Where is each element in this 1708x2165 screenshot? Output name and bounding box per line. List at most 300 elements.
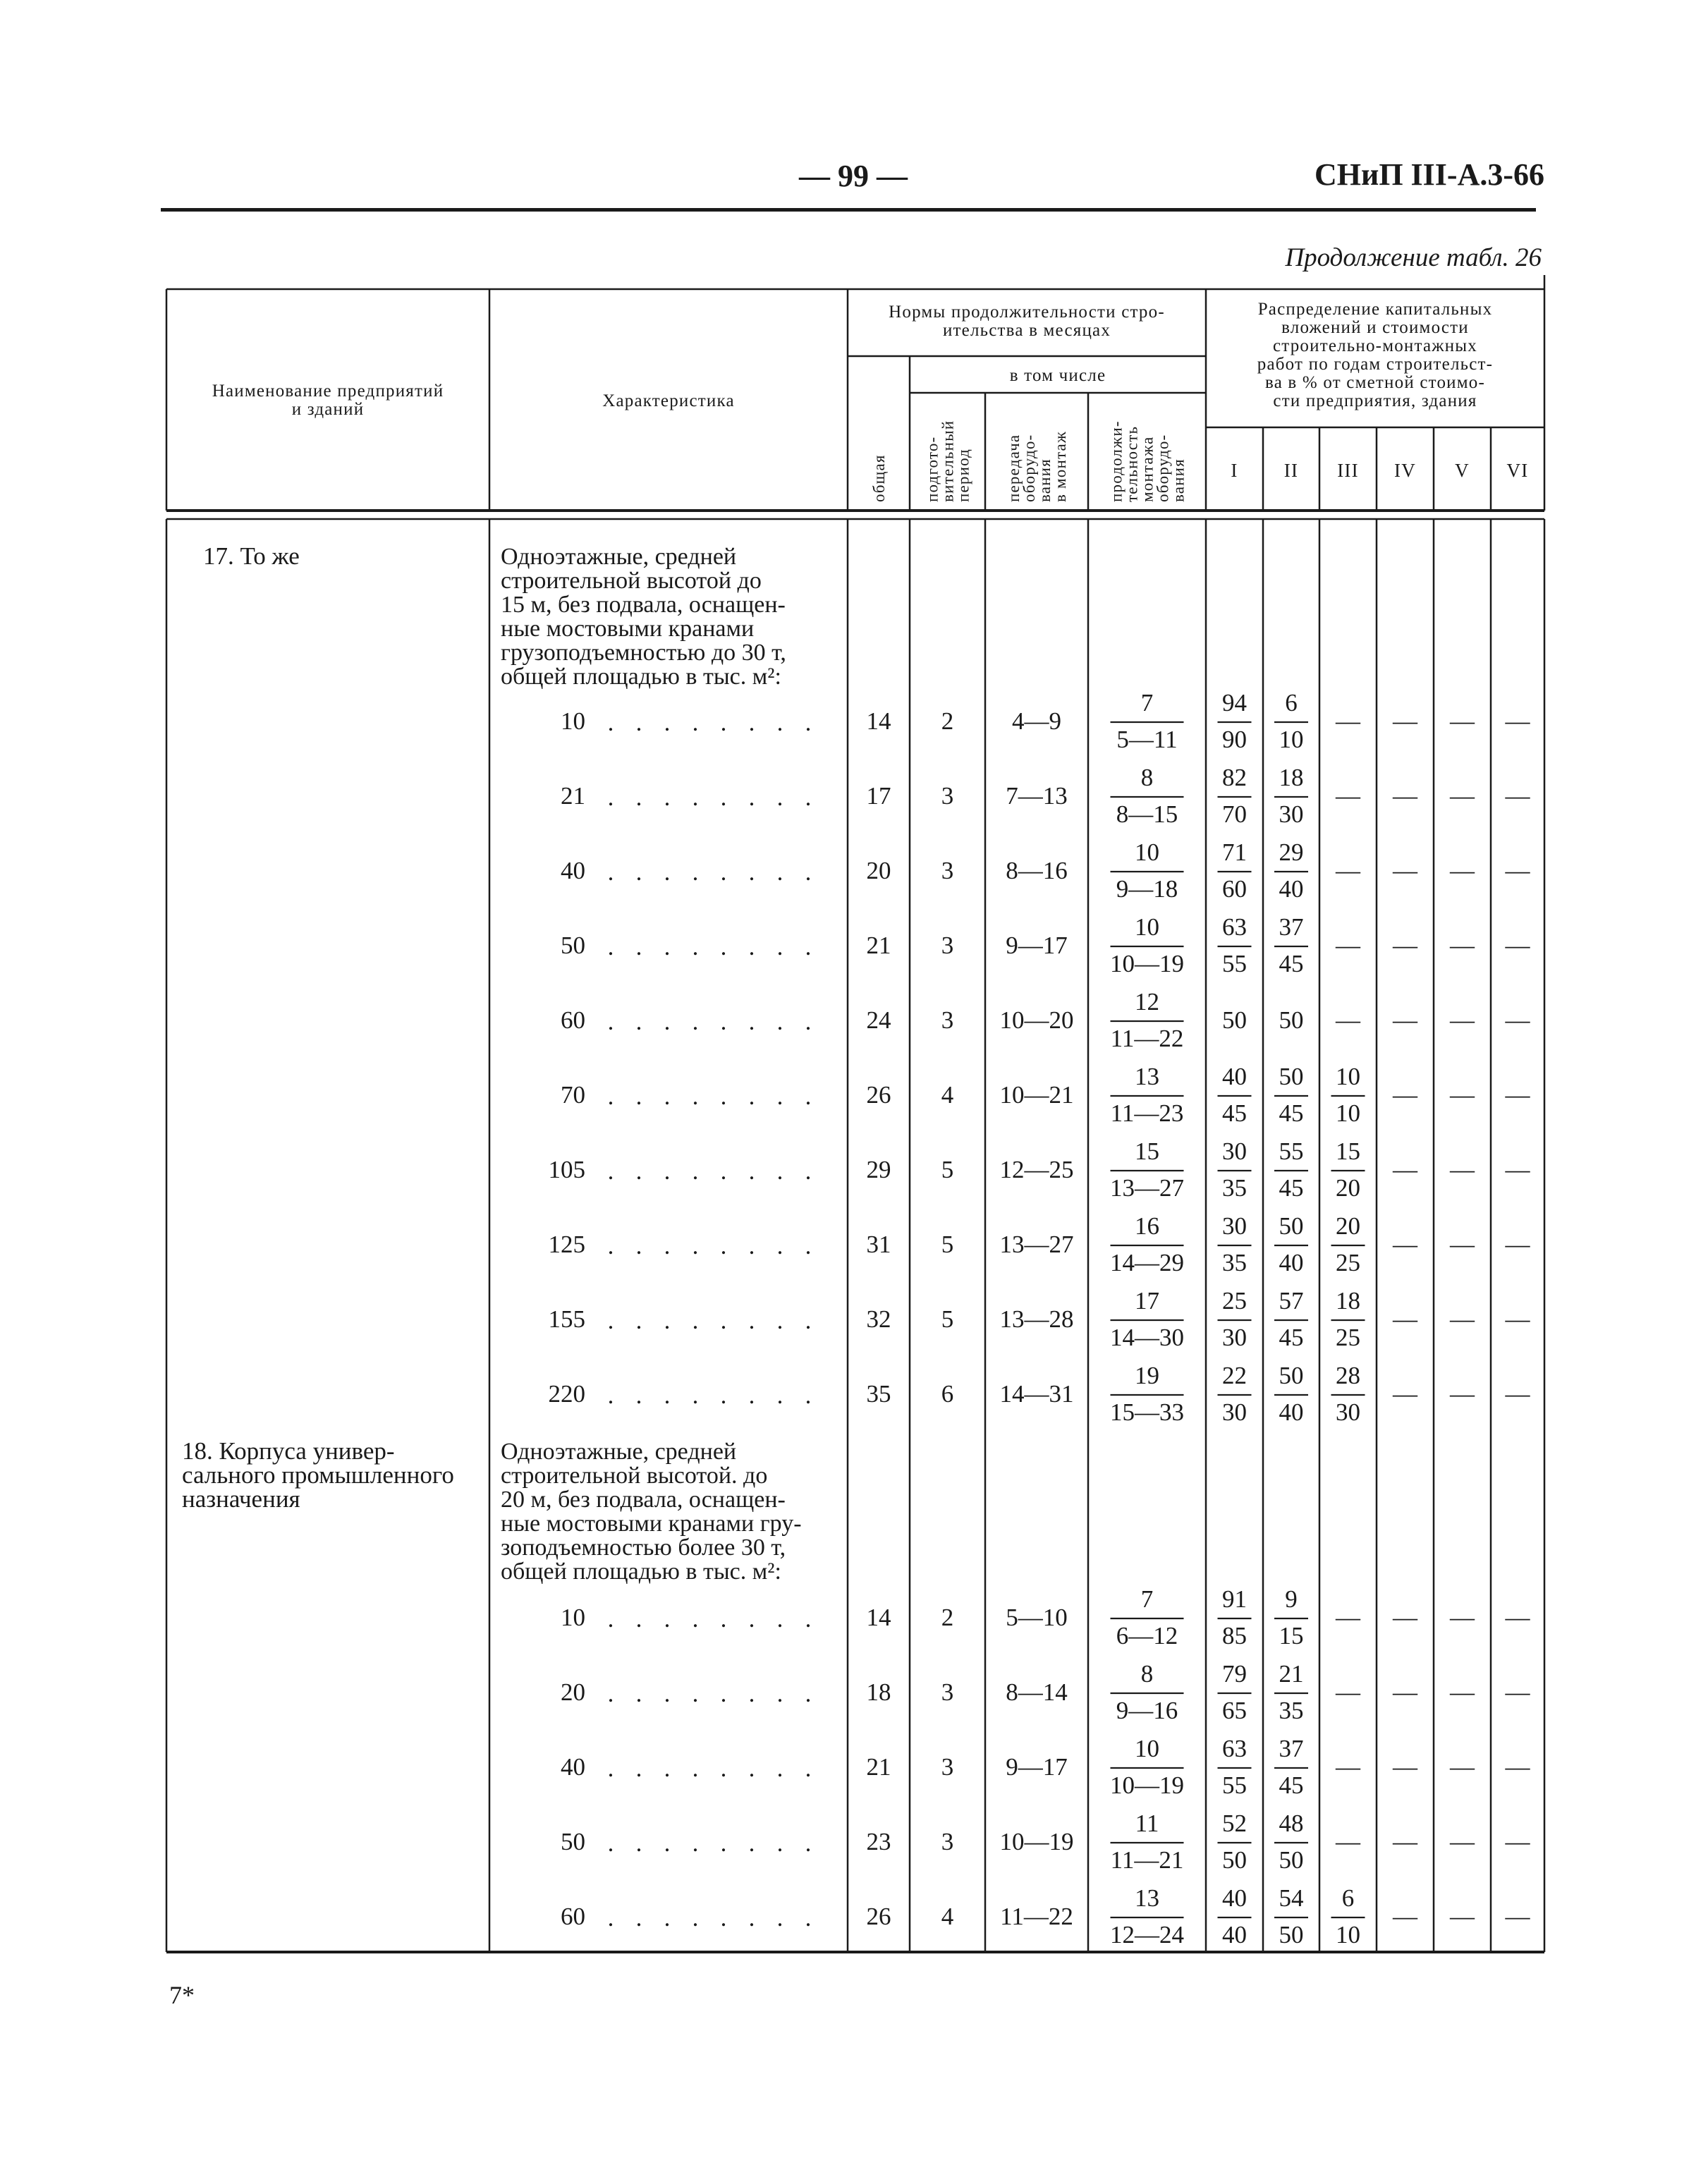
- row-year-4: —: [1393, 1081, 1417, 1109]
- row-year-3: —: [1336, 1604, 1360, 1631]
- group-characteristics-18: ные мостовыми кранами гру-: [501, 1511, 802, 1537]
- header-year-4: IV: [1394, 460, 1416, 481]
- leader-dot: .: [607, 1755, 614, 1782]
- header-prep-vertical: период: [954, 448, 972, 502]
- leader-dot: .: [748, 1680, 755, 1707]
- row-area: 125: [548, 1231, 585, 1258]
- group-characteristics-18: 20 м, без подвала, оснащен-: [501, 1487, 786, 1513]
- row-transfer-months: 12—25: [999, 1156, 1074, 1183]
- row-year-3-denominator: 20: [1336, 1174, 1360, 1202]
- row-year-3: —: [1336, 1678, 1360, 1706]
- row-year-3: —: [1336, 1753, 1360, 1781]
- row-year-6: —: [1505, 1828, 1530, 1855]
- row-total-months: 23: [866, 1828, 891, 1855]
- row-year-6: —: [1505, 1156, 1530, 1183]
- leader-dot: .: [748, 1904, 755, 1932]
- row-year-4: —: [1393, 1156, 1417, 1183]
- leader-dot: .: [805, 1157, 812, 1185]
- leader-dot: .: [692, 1082, 699, 1110]
- group-characteristics-18: зоподъемностью более 30 т,: [501, 1535, 786, 1561]
- row-area: 40: [561, 857, 585, 884]
- leader-dot: .: [635, 1382, 642, 1409]
- row-area: 40: [561, 1753, 585, 1781]
- row-year-2-denominator: 40: [1279, 875, 1304, 903]
- leader-dot: .: [720, 1605, 727, 1633]
- page-number: — 99 —: [799, 159, 908, 193]
- leader-dot: .: [748, 1829, 755, 1857]
- row-year-1-numerator: 63: [1222, 1735, 1247, 1762]
- row-year-5: —: [1450, 1305, 1475, 1333]
- row-year-1-denominator: 45: [1222, 1099, 1247, 1127]
- row-total-months: 21: [866, 932, 891, 959]
- row-year-2-numerator: 57: [1279, 1287, 1304, 1315]
- leader-dot: .: [720, 783, 727, 811]
- group-characteristics-17: 15 м, без подвала, оснащен-: [501, 592, 786, 618]
- leader-dot: .: [720, 858, 727, 886]
- group-name-17: 17. То же: [203, 542, 300, 570]
- leader-dot: .: [748, 933, 755, 960]
- row-year-4: —: [1393, 1753, 1417, 1781]
- leader-dot: .: [635, 1755, 642, 1782]
- row-total-months: 14: [866, 1604, 891, 1631]
- group-name-18: сального промышленного: [182, 1461, 454, 1489]
- row-year-2-numerator: 50: [1279, 1362, 1304, 1389]
- row-mount-months-denominator: 11—23: [1110, 1099, 1184, 1127]
- row-year-2-denominator: 45: [1279, 1099, 1304, 1127]
- leader-dot: .: [776, 783, 783, 811]
- row-total-months: 32: [866, 1305, 891, 1333]
- leader-dot: .: [805, 1082, 812, 1110]
- row-year-1-denominator: 35: [1222, 1174, 1247, 1202]
- leader-dot: .: [748, 1082, 755, 1110]
- leader-dot: .: [692, 933, 699, 960]
- leader-dot: .: [776, 1755, 783, 1782]
- row-mount-months-denominator: 12—24: [1110, 1921, 1184, 1948]
- leader-dot: .: [692, 1232, 699, 1260]
- row-year-3-denominator: 10: [1336, 1921, 1360, 1948]
- leader-dot: .: [635, 1680, 642, 1707]
- leader-dot: .: [664, 1829, 671, 1857]
- row-total-months: 31: [866, 1231, 891, 1258]
- group-characteristics-17: строительной высотой до: [501, 568, 762, 594]
- group-characteristics-17: Одноэтажные, средней: [501, 544, 737, 570]
- row-year-1-numerator: 30: [1222, 1138, 1247, 1165]
- row-total-months: 20: [866, 857, 891, 884]
- row-total-months: 26: [866, 1903, 891, 1930]
- row-year-2-numerator: 18: [1279, 764, 1304, 791]
- leader-dot: .: [607, 933, 614, 960]
- row-mount-months-denominator: 14—29: [1110, 1249, 1184, 1276]
- leader-dot: .: [635, 858, 642, 886]
- leader-dot: .: [635, 1157, 642, 1185]
- row-year-2-numerator: 54: [1279, 1884, 1304, 1912]
- group-characteristics-18: строительной высотой. до: [501, 1463, 768, 1489]
- row-year-1-numerator: 22: [1222, 1362, 1247, 1389]
- leader-dot: .: [664, 1680, 671, 1707]
- leader-dot: .: [635, 1232, 642, 1260]
- row-year-5: —: [1450, 1753, 1475, 1781]
- leader-dot: .: [635, 933, 642, 960]
- leader-dot: .: [720, 1008, 727, 1035]
- row-transfer-months: 14—31: [999, 1380, 1074, 1408]
- row-year-2-numerator: 29: [1279, 838, 1304, 866]
- leader-dot: .: [805, 1232, 812, 1260]
- row-prep-months: 5: [941, 1305, 954, 1333]
- row-mount-months-denominator: 9—16: [1116, 1697, 1178, 1724]
- row-year-1-denominator: 55: [1222, 950, 1247, 977]
- header-name-line: и зданий: [291, 400, 365, 419]
- group-characteristics-17: общей площадью в тыс. м²:: [501, 664, 781, 690]
- row-year-6: —: [1505, 1380, 1530, 1408]
- table-continuation-label: Продолжение табл. 26: [1285, 243, 1542, 272]
- leader-dot: .: [805, 1008, 812, 1035]
- leader-dot: .: [607, 858, 614, 886]
- row-mount-months-numerator: 17: [1135, 1287, 1159, 1315]
- row-year-6: —: [1505, 707, 1530, 735]
- leader-dot: .: [720, 1382, 727, 1409]
- leader-dot: .: [692, 1605, 699, 1633]
- row-year-2-numerator: 50: [1279, 1212, 1304, 1240]
- row-mount-months-denominator: 10—19: [1110, 1771, 1184, 1799]
- row-prep-months: 3: [941, 1678, 954, 1706]
- row-transfer-months: 4—9: [1012, 707, 1061, 735]
- leader-dot: .: [692, 1680, 699, 1707]
- header-mount-vertical: вания: [1169, 458, 1188, 502]
- row-year-5: —: [1450, 782, 1475, 810]
- leader-dot: .: [692, 709, 699, 736]
- row-year-4: —: [1393, 1903, 1417, 1930]
- header-mount-vertical: монтажа: [1138, 436, 1157, 502]
- footer-mark: 7*: [169, 1981, 195, 2009]
- leader-dot: .: [664, 1382, 671, 1409]
- leader-dot: .: [748, 1755, 755, 1782]
- leader-dot: .: [776, 1680, 783, 1707]
- row-total-months: 17: [866, 782, 891, 810]
- row-year-2-numerator: 9: [1285, 1585, 1298, 1613]
- row-year-3-numerator: 10: [1336, 1063, 1360, 1090]
- row-year-5: —: [1450, 1678, 1475, 1706]
- leader-dot: .: [607, 1680, 614, 1707]
- leader-dot: .: [720, 1755, 727, 1782]
- leader-dot: .: [664, 1307, 671, 1334]
- row-total-months: 14: [866, 707, 891, 735]
- leader-dot: .: [748, 1008, 755, 1035]
- leader-dot: .: [692, 858, 699, 886]
- leader-dot: .: [720, 1082, 727, 1110]
- row-transfer-months: 9—17: [1006, 932, 1068, 959]
- row-year-6: —: [1505, 1081, 1530, 1109]
- row-year-3-numerator: 28: [1336, 1362, 1360, 1389]
- row-mount-months-numerator: 10: [1135, 838, 1159, 866]
- header-transfer-vertical: в монтаж: [1051, 430, 1069, 502]
- row-year-4: —: [1393, 1604, 1417, 1631]
- row-year-5: —: [1450, 707, 1475, 735]
- leader-dot: .: [607, 1904, 614, 1932]
- header-distribution-line: работ по годам строительст-: [1257, 355, 1494, 374]
- row-area: 50: [561, 932, 585, 959]
- leader-dot: .: [692, 1829, 699, 1857]
- leader-dot: .: [664, 783, 671, 811]
- row-year-1-denominator: 30: [1222, 1398, 1247, 1426]
- header-mount-vertical: оборудо-: [1154, 434, 1172, 502]
- leader-dot: .: [748, 1307, 755, 1334]
- row-year-1-denominator: 70: [1222, 800, 1247, 828]
- header-transfer-vertical: вания: [1036, 458, 1054, 502]
- row-prep-months: 3: [941, 782, 954, 810]
- row-year-4: —: [1393, 1231, 1417, 1258]
- row-year-5: —: [1450, 1081, 1475, 1109]
- row-year-1-numerator: 79: [1222, 1660, 1247, 1688]
- row-year-6: —: [1505, 1006, 1530, 1034]
- group-characteristics-18: общей площадью в тыс. м²:: [501, 1559, 781, 1585]
- row-area: 10: [561, 1604, 585, 1631]
- row-year-2-denominator: 45: [1279, 1771, 1304, 1799]
- header-prep-vertical: подгото-: [923, 436, 941, 502]
- leader-dot: .: [776, 1157, 783, 1185]
- row-year-3-numerator: 6: [1341, 1884, 1355, 1912]
- leader-dot: .: [607, 1082, 614, 1110]
- header-transfer-vertical: оборудо-: [1020, 434, 1038, 502]
- row-year-2-denominator: 50: [1279, 1921, 1304, 1948]
- leader-dot: .: [720, 1904, 727, 1932]
- row-year-6: —: [1505, 1231, 1530, 1258]
- row-area: 105: [548, 1156, 585, 1183]
- row-mount-months-denominator: 8—15: [1116, 800, 1178, 828]
- row-year-1-denominator: 85: [1222, 1622, 1247, 1649]
- leader-dot: .: [805, 1382, 812, 1409]
- row-mount-months-denominator: 5—11: [1116, 726, 1178, 753]
- row-year-4: —: [1393, 1380, 1417, 1408]
- leader-dot: .: [776, 1232, 783, 1260]
- row-prep-months: 5: [941, 1156, 954, 1183]
- row-year-1-numerator: 91: [1222, 1585, 1247, 1613]
- row-transfer-months: 7—13: [1006, 782, 1068, 810]
- leader-dot: .: [607, 1382, 614, 1409]
- row-mount-months-numerator: 16: [1135, 1212, 1159, 1240]
- row-year-1-denominator: 55: [1222, 1771, 1247, 1799]
- header-year-6: VI: [1506, 460, 1529, 481]
- leader-dot: .: [776, 1605, 783, 1633]
- leader-dot: .: [776, 858, 783, 886]
- row-year-1-numerator: 30: [1222, 1212, 1247, 1240]
- leader-dot: .: [607, 1008, 614, 1035]
- row-year-3-numerator: 18: [1336, 1287, 1360, 1315]
- row-mount-months-denominator: 11—21: [1110, 1846, 1184, 1874]
- leader-dot: .: [805, 1605, 812, 1633]
- row-year-6: —: [1505, 1678, 1530, 1706]
- row-transfer-months: 8—14: [1006, 1678, 1068, 1706]
- row-year-5: —: [1450, 857, 1475, 884]
- header-norms-line: Нормы продолжительности стро-: [889, 303, 1165, 322]
- leader-dot: .: [607, 709, 614, 736]
- row-mount-months-denominator: 9—18: [1116, 875, 1178, 903]
- header-characteristics: Характеристика: [602, 391, 735, 410]
- leader-dot: .: [748, 783, 755, 811]
- leader-dot: .: [805, 1755, 812, 1782]
- leader-dot: .: [664, 1605, 671, 1633]
- leader-dot: .: [776, 1829, 783, 1857]
- leader-dot: .: [664, 933, 671, 960]
- row-year-5: —: [1450, 1380, 1475, 1408]
- row-mount-months-numerator: 8: [1140, 1660, 1154, 1688]
- row-mount-months-denominator: 10—19: [1110, 950, 1184, 977]
- leader-dot: .: [720, 933, 727, 960]
- leader-dot: .: [664, 1232, 671, 1260]
- group-name-18: назначения: [182, 1485, 300, 1513]
- row-year-1-numerator: 25: [1222, 1287, 1247, 1315]
- leader-dot: .: [664, 1755, 671, 1782]
- row-prep-months: 3: [941, 932, 954, 959]
- leader-dot: .: [776, 933, 783, 960]
- row-mount-months-numerator: 13: [1135, 1063, 1159, 1090]
- row-year-2-denominator: 40: [1279, 1249, 1304, 1276]
- row-year-3: —: [1336, 1006, 1360, 1034]
- row-area: 21: [561, 782, 585, 810]
- leader-dot: .: [776, 1382, 783, 1409]
- row-total-months: 21: [866, 1753, 891, 1781]
- row-year-2: 50: [1279, 1006, 1304, 1034]
- group-characteristics-17: грузоподъемностью до 30 т,: [501, 640, 786, 666]
- row-mount-months-numerator: 10: [1135, 1735, 1159, 1762]
- row-year-6: —: [1505, 1305, 1530, 1333]
- row-year-2-denominator: 40: [1279, 1398, 1304, 1426]
- row-area: 60: [561, 1903, 585, 1930]
- row-mount-months-numerator: 13: [1135, 1884, 1159, 1912]
- row-total-months: 35: [866, 1380, 891, 1408]
- row-year-2-denominator: 10: [1279, 726, 1304, 753]
- row-year-1-denominator: 40: [1222, 1921, 1247, 1948]
- row-year-1-denominator: 35: [1222, 1249, 1247, 1276]
- leader-dot: .: [635, 1082, 642, 1110]
- header-distribution-line: Распределение капитальных: [1257, 300, 1493, 319]
- row-year-3-numerator: 15: [1336, 1138, 1360, 1165]
- leader-dot: .: [607, 1829, 614, 1857]
- leader-dot: .: [607, 1232, 614, 1260]
- leader-dot: .: [607, 1157, 614, 1185]
- row-prep-months: 5: [941, 1231, 954, 1258]
- row-year-4: —: [1393, 1006, 1417, 1034]
- row-year-2-denominator: 50: [1279, 1846, 1304, 1874]
- row-transfer-months: 10—19: [999, 1828, 1074, 1855]
- row-year-2-denominator: 45: [1279, 1174, 1304, 1202]
- row-year-1-denominator: 90: [1222, 726, 1247, 753]
- leader-dot: .: [635, 1307, 642, 1334]
- leader-dot: .: [748, 709, 755, 736]
- leader-dot: .: [664, 709, 671, 736]
- leader-dot: .: [776, 1082, 783, 1110]
- row-mount-months-denominator: 13—27: [1110, 1174, 1184, 1202]
- row-mount-months-denominator: 15—33: [1110, 1398, 1184, 1426]
- header-year-2: II: [1283, 460, 1299, 481]
- row-mount-months-numerator: 10: [1135, 913, 1159, 941]
- header-distribution-line: вложений и стоимости: [1281, 318, 1469, 337]
- leader-dot: .: [776, 1008, 783, 1035]
- header-total-vertical: общая: [870, 454, 888, 502]
- row-prep-months: 2: [941, 1604, 954, 1631]
- row-area: 20: [561, 1678, 585, 1706]
- row-mount-months-numerator: 7: [1140, 689, 1154, 716]
- row-total-months: 24: [866, 1006, 891, 1034]
- header-year-1: I: [1231, 460, 1238, 481]
- row-prep-months: 2: [941, 707, 954, 735]
- row-mount-months-denominator: 6—12: [1116, 1622, 1178, 1649]
- group-name-18: 18. Корпуса универ-: [182, 1437, 395, 1465]
- row-transfer-months: 13—27: [999, 1231, 1074, 1258]
- leader-dot: .: [664, 1904, 671, 1932]
- row-year-5: —: [1450, 1156, 1475, 1183]
- row-year-4: —: [1393, 1828, 1417, 1855]
- header-distribution-line: сти предприятия, здания: [1273, 391, 1477, 410]
- row-year-2-numerator: 6: [1285, 689, 1298, 716]
- row-year-4: —: [1393, 932, 1417, 959]
- row-year-6: —: [1505, 1753, 1530, 1781]
- leader-dot: .: [635, 1605, 642, 1633]
- row-year-5: —: [1450, 1006, 1475, 1034]
- row-transfer-months: 8—16: [1006, 857, 1068, 884]
- row-year-1-numerator: 94: [1222, 689, 1247, 716]
- row-year-6: —: [1505, 932, 1530, 959]
- row-year-2-numerator: 21: [1279, 1660, 1304, 1688]
- leader-dot: .: [635, 783, 642, 811]
- row-area: 155: [548, 1305, 585, 1333]
- leader-dot: .: [748, 858, 755, 886]
- group-characteristics-18: Одноэтажные, средней: [501, 1439, 737, 1465]
- row-year-3-denominator: 25: [1336, 1324, 1360, 1351]
- header-distribution-line: ва в % от сметной стоимо-: [1265, 373, 1485, 392]
- row-year-1-denominator: 50: [1222, 1846, 1247, 1874]
- row-year-1-numerator: 40: [1222, 1884, 1247, 1912]
- row-year-3: —: [1336, 857, 1360, 884]
- header-mount-vertical: тельность: [1123, 425, 1141, 502]
- row-year-3-denominator: 25: [1336, 1249, 1360, 1276]
- leader-dot: .: [664, 1082, 671, 1110]
- leader-dot: .: [720, 1232, 727, 1260]
- row-prep-months: 3: [941, 857, 954, 884]
- leader-dot: .: [805, 858, 812, 886]
- row-total-months: 26: [866, 1081, 891, 1109]
- leader-dot: .: [805, 1307, 812, 1334]
- header-norms-line: ительства в месяцах: [942, 321, 1111, 340]
- leader-dot: .: [607, 1307, 614, 1334]
- leader-dot: .: [635, 709, 642, 736]
- row-area: 10: [561, 707, 585, 735]
- leader-dot: .: [635, 1008, 642, 1035]
- row-area: 70: [561, 1081, 585, 1109]
- row-year-3: —: [1336, 932, 1360, 959]
- row-year-6: —: [1505, 782, 1530, 810]
- row-year-1-numerator: 82: [1222, 764, 1247, 791]
- row-year-1-denominator: 30: [1222, 1324, 1247, 1351]
- leader-dot: .: [748, 1605, 755, 1633]
- row-year-1-numerator: 52: [1222, 1810, 1247, 1837]
- row-year-3: —: [1336, 782, 1360, 810]
- row-year-4: —: [1393, 1678, 1417, 1706]
- leader-dot: .: [776, 1904, 783, 1932]
- row-year-3: —: [1336, 1828, 1360, 1855]
- row-mount-months-denominator: 14—30: [1110, 1324, 1184, 1351]
- row-mount-months-numerator: 11: [1135, 1810, 1159, 1837]
- row-transfer-months: 10—20: [999, 1006, 1074, 1034]
- header-including: в том числе: [1009, 366, 1106, 385]
- leader-dot: .: [720, 709, 727, 736]
- leader-dot: .: [805, 1829, 812, 1857]
- leader-dot: .: [805, 933, 812, 960]
- leader-dot: .: [805, 709, 812, 736]
- row-year-2-denominator: 30: [1279, 800, 1304, 828]
- leader-dot: .: [635, 1829, 642, 1857]
- row-year-1-numerator: 63: [1222, 913, 1247, 941]
- leader-dot: .: [805, 1680, 812, 1707]
